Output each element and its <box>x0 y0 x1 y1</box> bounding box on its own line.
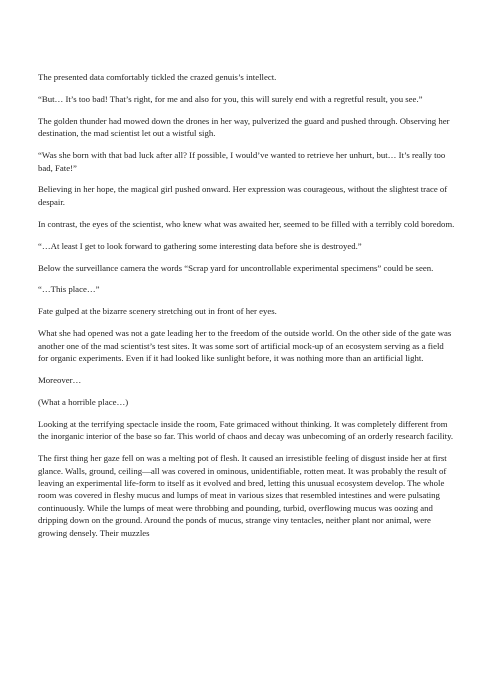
paragraph: “…At least I get to look forward to gathering some interesting data before she is destroyed.” <box>38 240 362 251</box>
text-body <box>38 71 456 548</box>
paragraph: “But… It’s too bad! That’s right, for me and also for you, this will surely end with a regretful result, you see.” <box>38 93 423 104</box>
paragraph: Fate gulped at the bizarre scenery stretching out in front of her eyes. <box>38 306 277 317</box>
paragraph: Believing in her hope, the magical girl pushed onward. Her expression was courageous, without the slightest trace of despair. <box>38 184 448 207</box>
paragraph: Below the surveillance camera the words “Scrap yard for uncontrollable experimental specimens” could be seen. <box>38 262 434 273</box>
paragraph: “Was she born with that bad luck after all? If possible, I would’ve wanted to retrieve her unhurt, but… It’s really too bad, Fate!” <box>38 150 446 173</box>
paragraph: Moreover… <box>38 375 82 385</box>
paragraph: Looking at the terrifying spectacle inside the room, Fate grimaced without thinking. It was completely different from the inorganic interior of the base so far. This world of chaos and decay was unbecoming of an orderly research facility. <box>38 418 454 442</box>
paragraph: The golden thunder had mowed down the drones in her way, pulverized the guard and pushed through. Observing her destination, the mad scientist let out a wistful sigh. <box>38 115 450 139</box>
paragraph: In contrast, the eyes of the scientist, who knew what was awaited her, seemed to be filled with a terribly cold boredom. <box>38 218 455 229</box>
paragraph: “…This place…” <box>38 284 100 295</box>
paragraph: The first thing her gaze fell on was a melting pot of flesh. It caused an irresistible feeling of disgust inside her at first glance. Walls, ground, ceiling—all was covered in ominous, unidentifiable, rotten meat. It was probably the result of leaving an experimental life-form to itself as it evolved and bred, letting this unusual ecosystem develop. The whole room was covered in fleshy mucus and lumps of meat in various sizes that resembled intestines and were pulsating continuously. While the lumps of meat were throbbing and pounding, turbid, overflowing mucus was oozing and dripping down on the ground. Around the ponds of mucus, strange viny tentacles, neither plant nor animal, were growing densely. Their muzzles <box>38 453 447 538</box>
paragraph: The presented data comfortably tickled the crazed genuis’s intellect. <box>38 72 277 82</box>
paragraph: What she had opened was not a gate leading her to the freedom of the outside world. On the other side of the gate was another one of the mad scientist’s test sites. It was some sort of artificial mock-up of an ecosystem serving as a field for organic experiments. Even if it had looked like sunlight before, it was nothing more than an artificial light. <box>38 328 452 364</box>
paragraph: (What a horrible place…) <box>38 396 129 407</box>
